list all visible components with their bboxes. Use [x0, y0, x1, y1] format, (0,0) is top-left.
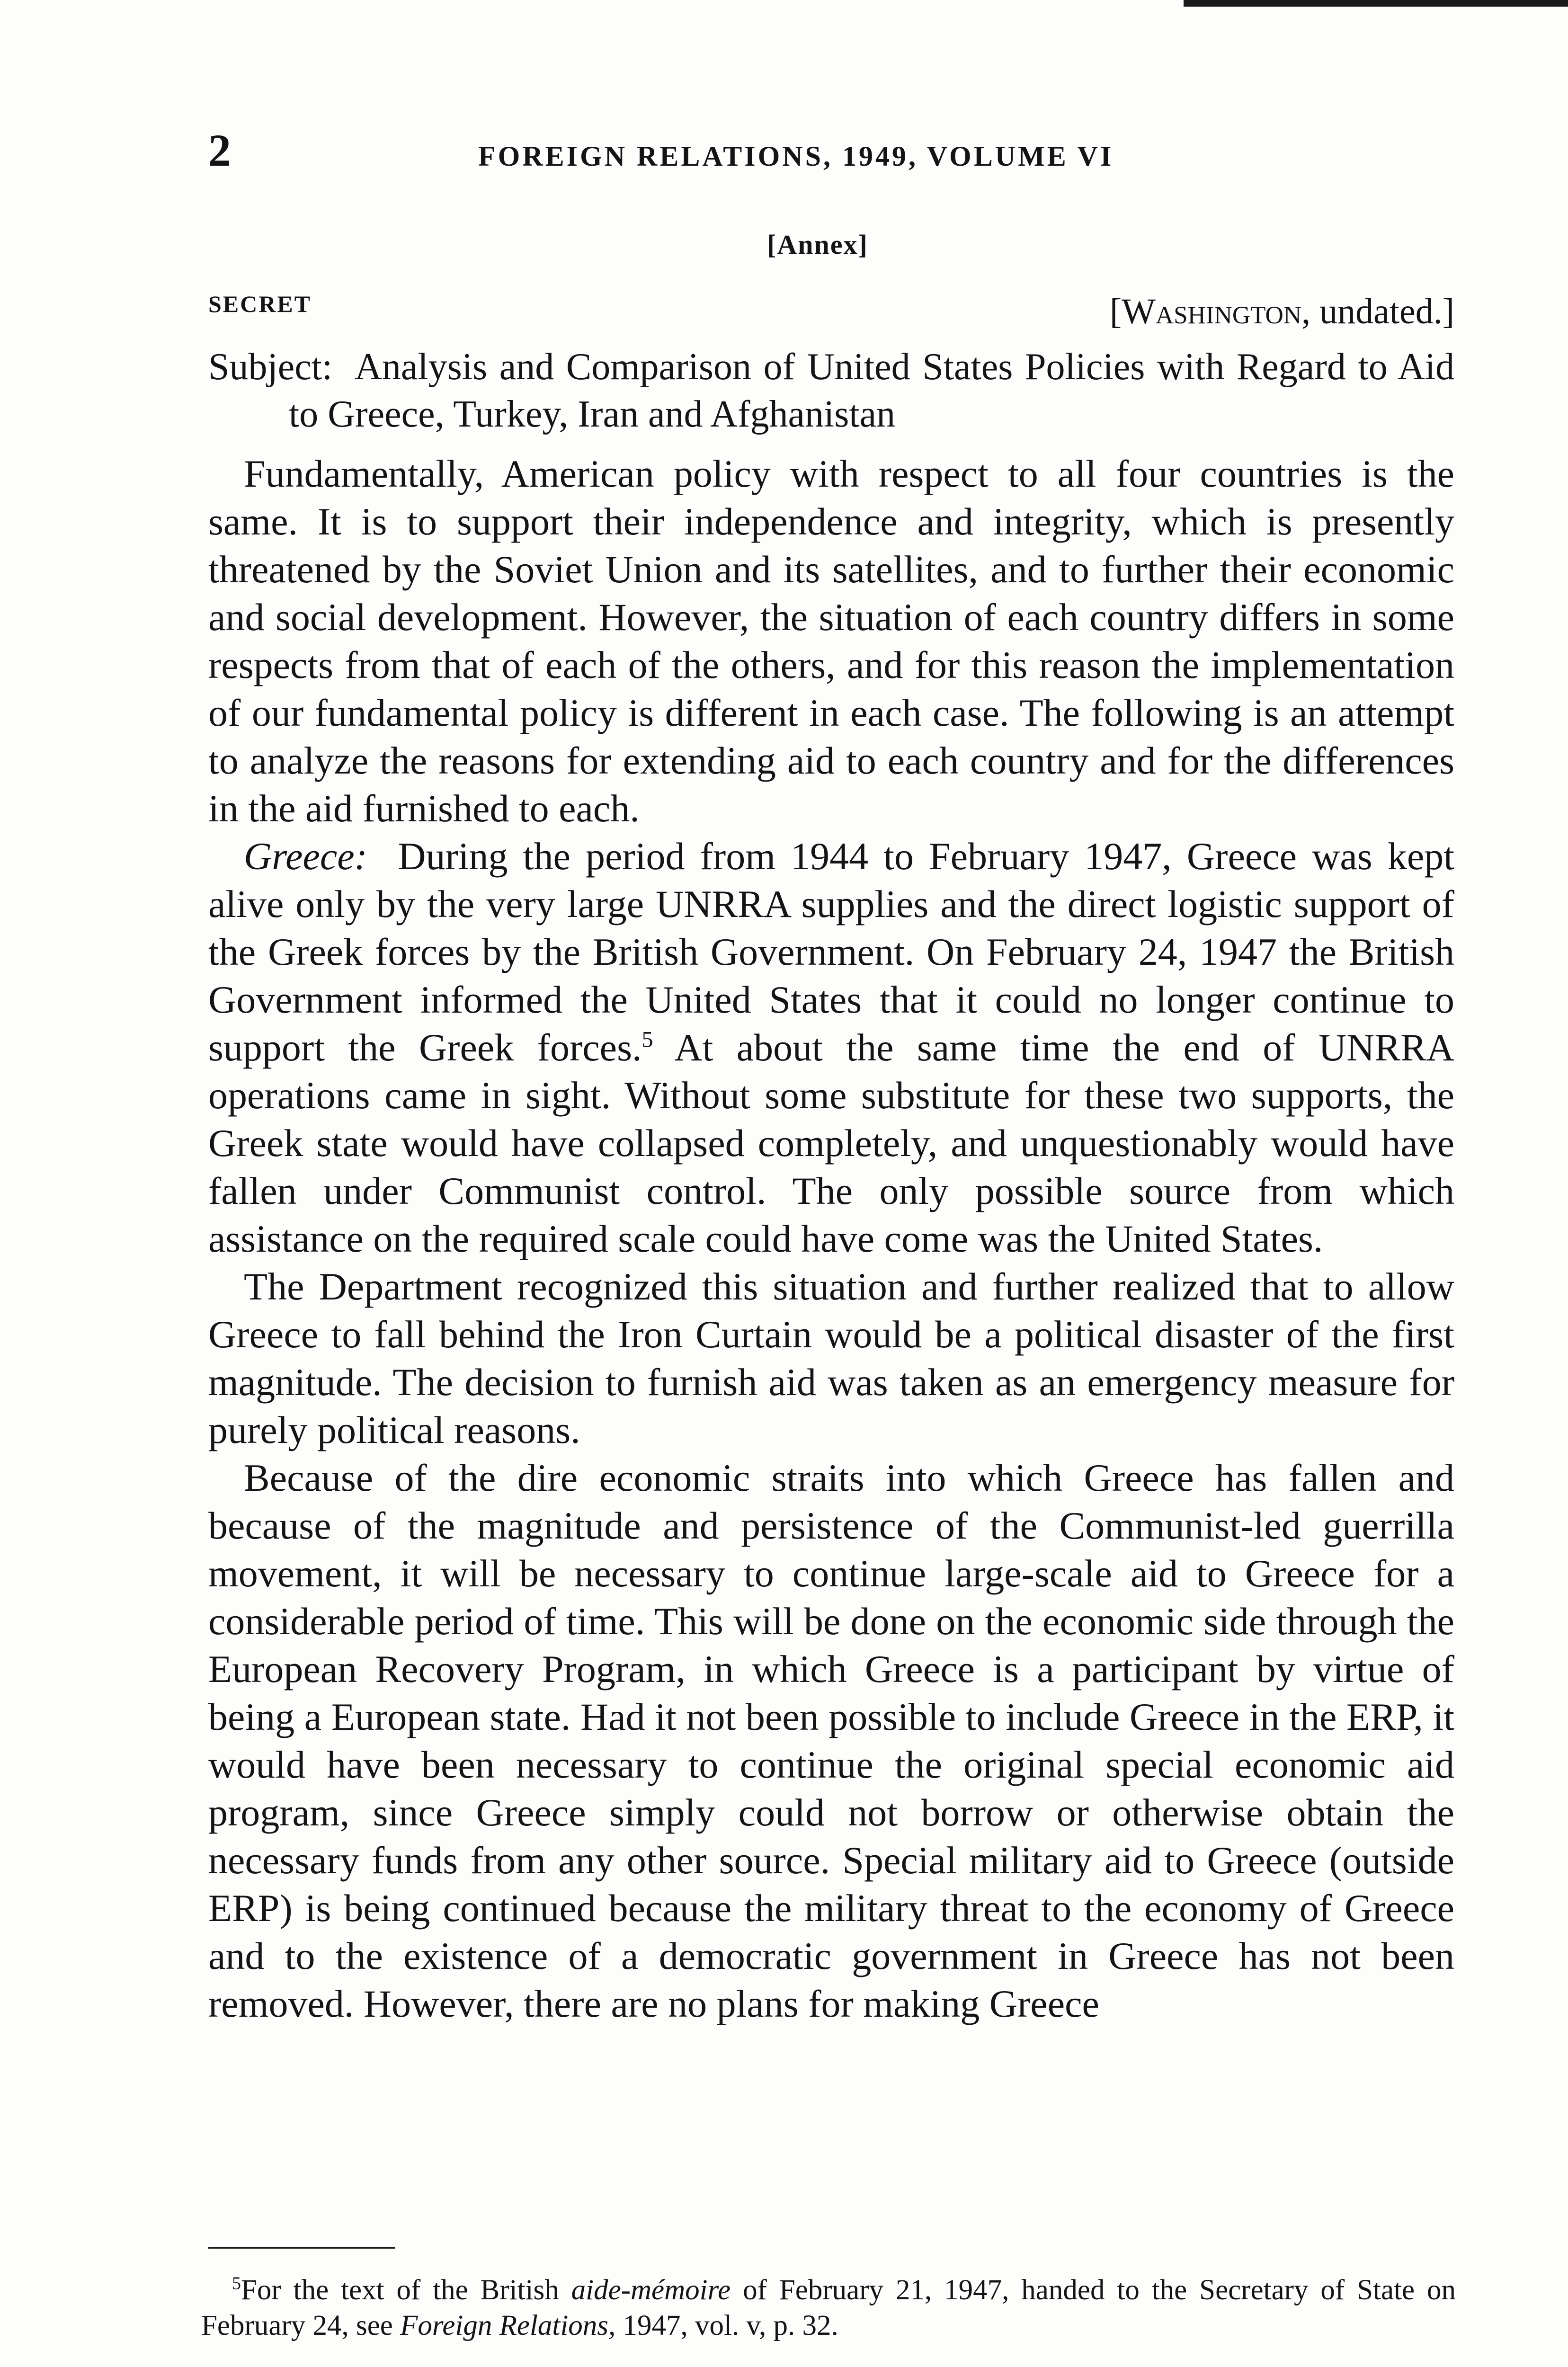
greece-text-part2: At about the same time the end of UNRRA operations came in sight. Without some substitute for these two supports, the Greek state would have collapsed completely, and unquestionably would have fallen under Communist control. The only possible source from which assistance on the required scale could have come was the United States. — [208, 1026, 1454, 1260]
page-number: 2 — [208, 125, 231, 176]
footnote-reference[interactable]: 5 — [641, 1027, 653, 1052]
subject-text: Analysis and Comparison of United States Policies with Regard to Aid to Greece, Turkey, Iran and Afghanistan — [289, 346, 1454, 435]
footnote-italic-foreign-relations: Foreign Relations, — [400, 2310, 616, 2341]
paragraph-policy-overview: Fundamentally, American policy with respect to all four countries is the same. It is to support their independence and integrity, which is presently threatened by the Soviet Union and its satellites, and to further their economic and social development. However, the situation of each country differs in some respects from that of each of the others, and for this reason the implementation of our fundamental policy is different in each case. The following is an attempt to analyze the reasons for extending aid to each country and for the differences in the aid furnished to each. — [208, 452, 1454, 830]
footnote-italic-aide-memoire: aide-mémoire — [571, 2274, 731, 2306]
subject-line — [208, 343, 1454, 438]
footnote-divider — [208, 2247, 395, 2249]
greece-text-part1: During the period from 1944 to February 1947, Greece was kept alive only by the very large UNRRA supplies and the direct logistic support of the Greek forces by the British Government. On February 24, 1947 the British Government informed the United States that it could no longer continue to support the Greek forces. — [208, 835, 1455, 1069]
footnote — [201, 2272, 1456, 2343]
greece-heading: Greece: — [244, 835, 367, 878]
footnote-text-part2: of February 21, 1947, handed to the Secretary of State on February 24, see — [201, 2274, 1456, 2341]
dateline — [1110, 294, 1454, 329]
paragraph-greece-background — [208, 832, 1454, 1263]
annex-label: [Annex] — [767, 229, 868, 260]
footnote-text-part1: For the text of the British — [241, 2274, 559, 2306]
running-title: FOREIGN RELATIONS, 1949, VOLUME VI — [478, 141, 1114, 172]
dateline-place: Washington — [1122, 292, 1302, 331]
footnote-number: 5 — [232, 2273, 241, 2294]
dateline-suffix: , undated.] — [1301, 292, 1454, 331]
body-text — [208, 450, 1454, 2028]
footnote-text-part3: 1947, vol. v, p. 32. — [623, 2310, 838, 2341]
subject-label: Subject: — [208, 346, 333, 388]
paragraph-department-decision: The Department recognized this situation and further realized that to allow Greece to fall behind the Iron Curtain would be a political disaster of the first magnitude. The decision to furnish aid was taken as an emergency measure for purely political reasons. — [208, 1265, 1454, 1451]
classification-marking: SECRET — [208, 291, 312, 317]
dateline-prefix: [ — [1109, 292, 1122, 331]
scan-edge-border — [1184, 0, 1568, 7]
paragraph-continued-aid: Because of the dire economic straits into which Greece has fallen and because of the magnitude and persistence of the Communist-led guerrilla movement, it will be necessary to continue large-scale aid to Greece for a considerable period of time. This will be done on the economic side through the European Recovery Program, in which Greece is a participant by virtue of being a European state. Had it not been possible to include Greece in the ERP, it would have been necessary to continue the original special economic aid program, since Greece simply could not borrow or otherwise obtain the necessary funds from any other source. Special military aid to Greece (outside ERP) is being continued because the military threat to the economy of Greece and to the existence of a democratic government in Greece has not been removed. However, there are no plans for making Greece — [208, 1456, 1454, 2025]
